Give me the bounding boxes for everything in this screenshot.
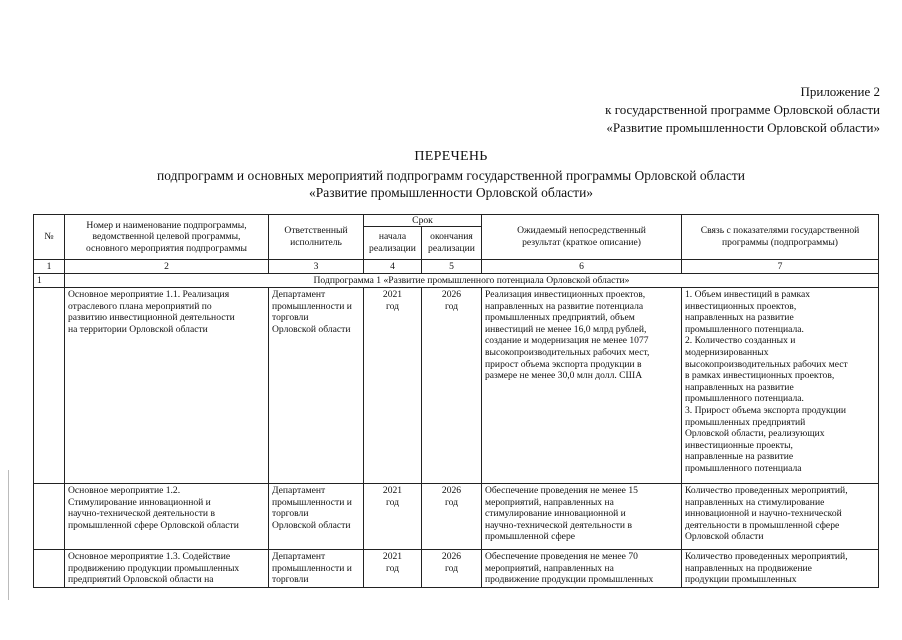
col-number: 6 [482,260,682,274]
table-row [34,550,879,588]
row-start: 2021 год [364,550,422,588]
appendix-line-2: к государственной программе Орловской области [605,102,880,117]
row-start: 2021 год [364,288,422,484]
row-result: Обеспечение проведения не менее 15 мероприятий, направленных на стимулирование инновационной и научно-технической деятельности в промышленной сфере [482,484,682,550]
row-result: Обеспечение проведения не менее 70 мероприятий, направленных на продвижение продукции промышленных [482,550,682,588]
row-result: Реализация инвестиционных проектов, направленных на развитие потенциала промышленных предприятий, объем инвестиций не менее 16,0 млрд рублей, создание и модернизация не менее 1077 высокопроизводительных рабочих мест, прирост объема экспорта продукции в размере не менее 30,0 млн долл. США [482,288,682,484]
header-executor: Ответственный исполнитель [269,215,364,260]
row-end: 2026 год [422,550,482,588]
header-term: Срок [364,215,482,227]
col-number: 1 [34,260,65,274]
row-link: 1. Объем инвестиций в рамках инвестиционных проектов, направленных на развитие промышленного потенциала. 2. Количество созданных и модернизированных высокопроизводительных рабочих мест в рамках инвестиционных проектов, направленных на развитие промышленного потенциала. 3. Прирост объема экспорта продукции промышленных предприятий Орловской области, реализующих инвестиционные проекты, направленные на развитие промышленного потенциала [682,288,879,484]
appendix-header [540,83,880,137]
row-name: Основное мероприятие 1.1. Реализация отраслевого плана мероприятий по развитию инвестиционной деятельности на территории Орловской области [65,288,269,484]
appendix-line-1: Приложение 2 [800,84,880,99]
document-title [0,148,902,201]
row-num [34,484,65,550]
header-name: Номер и наименование подпрограммы, ведомственной целевой программы, основного мероприятия подпрограммы [65,215,269,260]
col-number: 3 [269,260,364,274]
header-row-1 [34,215,879,227]
col-number: 2 [65,260,269,274]
row-num [34,550,65,588]
col-number: 5 [422,260,482,274]
row-executor: Департамент промышленности и торговли [269,550,364,588]
title-line-3: «Развитие промышленности Орловской области» [308,185,594,200]
row-executor: Департамент промышленности и торговли Орловской области [269,484,364,550]
row-name: Основное мероприятие 1.3. Содействие продвижению продукции промышленных предприятий Орловской области на [65,550,269,588]
row-end: 2026 год [422,288,482,484]
col-number: 7 [682,260,879,274]
header-num: № [34,215,65,260]
table-row [34,484,879,550]
subprogram-row [34,274,879,288]
row-name: Основное мероприятие 1.2. Стимулирование инновационной и научно-технической деятельности в промышленной сфере Орловской области [65,484,269,550]
table-row [34,288,879,484]
row-executor: Департамент промышленности и торговли Орловской области [269,288,364,484]
appendix-line-3: «Развитие промышленности Орловской области» [606,120,880,135]
row-link: Количество проведенных мероприятий, направленных на стимулирование инновационной и научно-технической деятельности в промышленной сфере Орловской области [682,484,879,550]
scan-artifact-line [8,470,9,600]
col-number: 4 [364,260,422,274]
activities-table [33,214,879,588]
header-link: Связь с показателями государственной программы (подпрограммы) [682,215,879,260]
row-link: Количество проведенных мероприятий, направленных на продвижение продукции промышленных [682,550,879,588]
header-result: Ожидаемый непосредственный результат (краткое описание) [482,215,682,260]
row-start: 2021 год [364,484,422,550]
header-start: начала реализации [364,227,422,260]
row-end: 2026 год [422,484,482,550]
row-num [34,288,65,484]
title-line-1: ПЕРЕЧЕНЬ [414,149,488,164]
subprogram-name: Подпрограмма 1 «Развитие промышленного потенциала Орловской области» [65,274,879,288]
subprogram-num: 1 [34,274,65,288]
column-numbers-row [34,260,879,274]
title-line-2: подпрограмм и основных мероприятий подпрограмм государственной программы Орловской области [156,168,746,183]
header-end: окончания реализации [422,227,482,260]
